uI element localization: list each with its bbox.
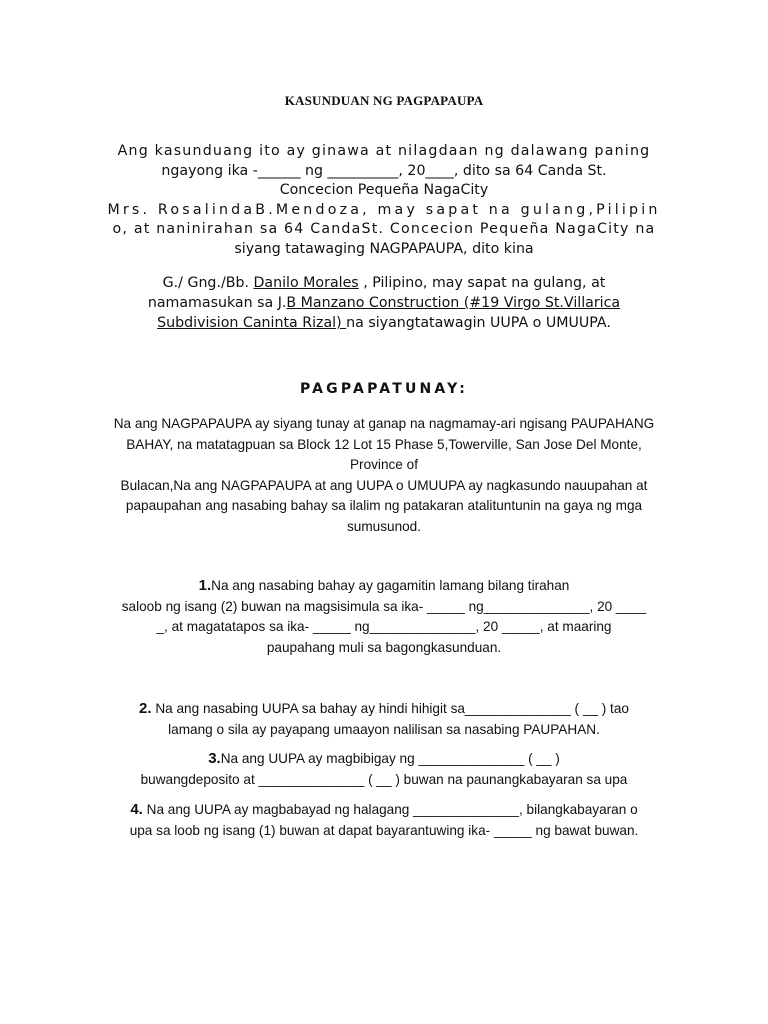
parties-paragraph xyxy=(0,273,768,333)
item-line xyxy=(0,699,768,720)
employer-address: B Manzano Construction (#19 Virgo St.Villarica xyxy=(286,295,621,311)
item-number: 2. xyxy=(139,700,152,717)
affirmation-line: papaupahan ang nasabing bahay sa ilalim ng patakaran atalituntunin na gaya ng mga xyxy=(125,498,643,513)
item-number: 1. xyxy=(198,577,212,594)
affirmation-paragraph xyxy=(0,414,768,537)
affirmation-line: BAHAY, na matatagpuan sa Block 12 Lot 15 Phase 5,Towerville, San Jose Del Monte, xyxy=(126,436,642,452)
item-text: Na ang nasabing bahay ay gagamitin lamang bilang tirahan xyxy=(211,578,570,593)
affirmation-line: Province of xyxy=(349,457,418,472)
affirmation-line: Bulacan,Na ang NAGPAPAUPA at ang UUPA o UMUUPA ay nagkasundo nauupahan at xyxy=(120,477,648,493)
item-line xyxy=(0,749,768,770)
parties-text: na siyangtatawagin UUPA o UMUUPA. xyxy=(346,315,611,331)
parties-text: , Pilipino, may sapat na gulang, at xyxy=(358,275,606,291)
item-line: lamang o sila ay payapang umaayon nalilisan sa nasabing PAUPAHAN. xyxy=(168,721,600,737)
section-heading: PAGPAPATUNAY: xyxy=(299,381,469,397)
intro-line: Concecion Pequeña NagaCity xyxy=(279,182,489,199)
item-2 xyxy=(0,699,768,740)
item-line: saloob ng isang (2) buwan na magsisimula sa ika- _____ ng______________, 20 ____ xyxy=(121,598,647,614)
item-line: upa sa loob ng isang (1) buwan at dapat bayarantuwing ika- _____ ng bawat buwan. xyxy=(129,822,639,838)
document-title: KASUNDUAN NG PAGPAPAUPA xyxy=(284,93,484,108)
item-number: 3. xyxy=(208,750,221,767)
item-line xyxy=(0,576,768,597)
intro-line: ngayong ika -______ ng __________, 20____, dito sa 64 Canda St. xyxy=(161,162,607,179)
intro-paragraph xyxy=(0,142,768,260)
intro-line: o, at naninirahan sa 64 CandaSt. Concecion Pequeña NagaCity na xyxy=(112,221,656,238)
parties-line xyxy=(0,313,768,333)
item-number: 4. xyxy=(130,801,143,818)
item-3 xyxy=(0,749,768,790)
intro-line: siyang tatawaging NAGPAPAUPA, dito kina xyxy=(234,240,534,257)
tenant-name: Danilo Morales xyxy=(253,275,359,291)
item-text: Na ang UUPA ay magbibigay ng ______________ ( __ ) xyxy=(220,751,560,766)
parties-text: G./ Gng./Bb. xyxy=(162,275,254,291)
item-1 xyxy=(0,576,768,658)
intro-line: Mrs. RosalindaB.Mendoza, may sapat na gulang,Pilipin xyxy=(107,201,661,218)
item-line xyxy=(0,800,768,821)
parties-line xyxy=(0,273,768,293)
employer-address: Subdivision Caninta Rizal) xyxy=(157,315,347,331)
item-line: buwangdeposito at ______________ ( __ ) buwan na paunangkabayaran sa upa xyxy=(140,771,628,787)
item-line: _, at magatatapos sa ika- _____ ng______________, 20 _____, at maaring xyxy=(156,619,612,634)
item-4 xyxy=(0,800,768,841)
affirmation-line: Na ang NAGPAPAUPA ay siyang tunay at ganap na nagmamay-ari ngisang PAUPAHANG xyxy=(113,416,655,431)
parties-text: namamasukan sa J. xyxy=(147,295,287,311)
intro-line: Ang kasunduang ito ay ginawa at nilagdaan ng dalawang paning xyxy=(117,143,651,159)
item-text: Na ang UUPA ay magbabayad ng halagang ______________, bilangkabayaran o xyxy=(142,802,638,817)
item-line: paupahang muli sa bagongkasunduan. xyxy=(266,639,502,655)
parties-line xyxy=(0,293,768,313)
affirmation-line: sumusunod. xyxy=(346,518,422,534)
item-text: Na ang nasabing UUPA sa bahay ay hindi hihigit sa______________ ( __ ) tao xyxy=(151,701,629,716)
